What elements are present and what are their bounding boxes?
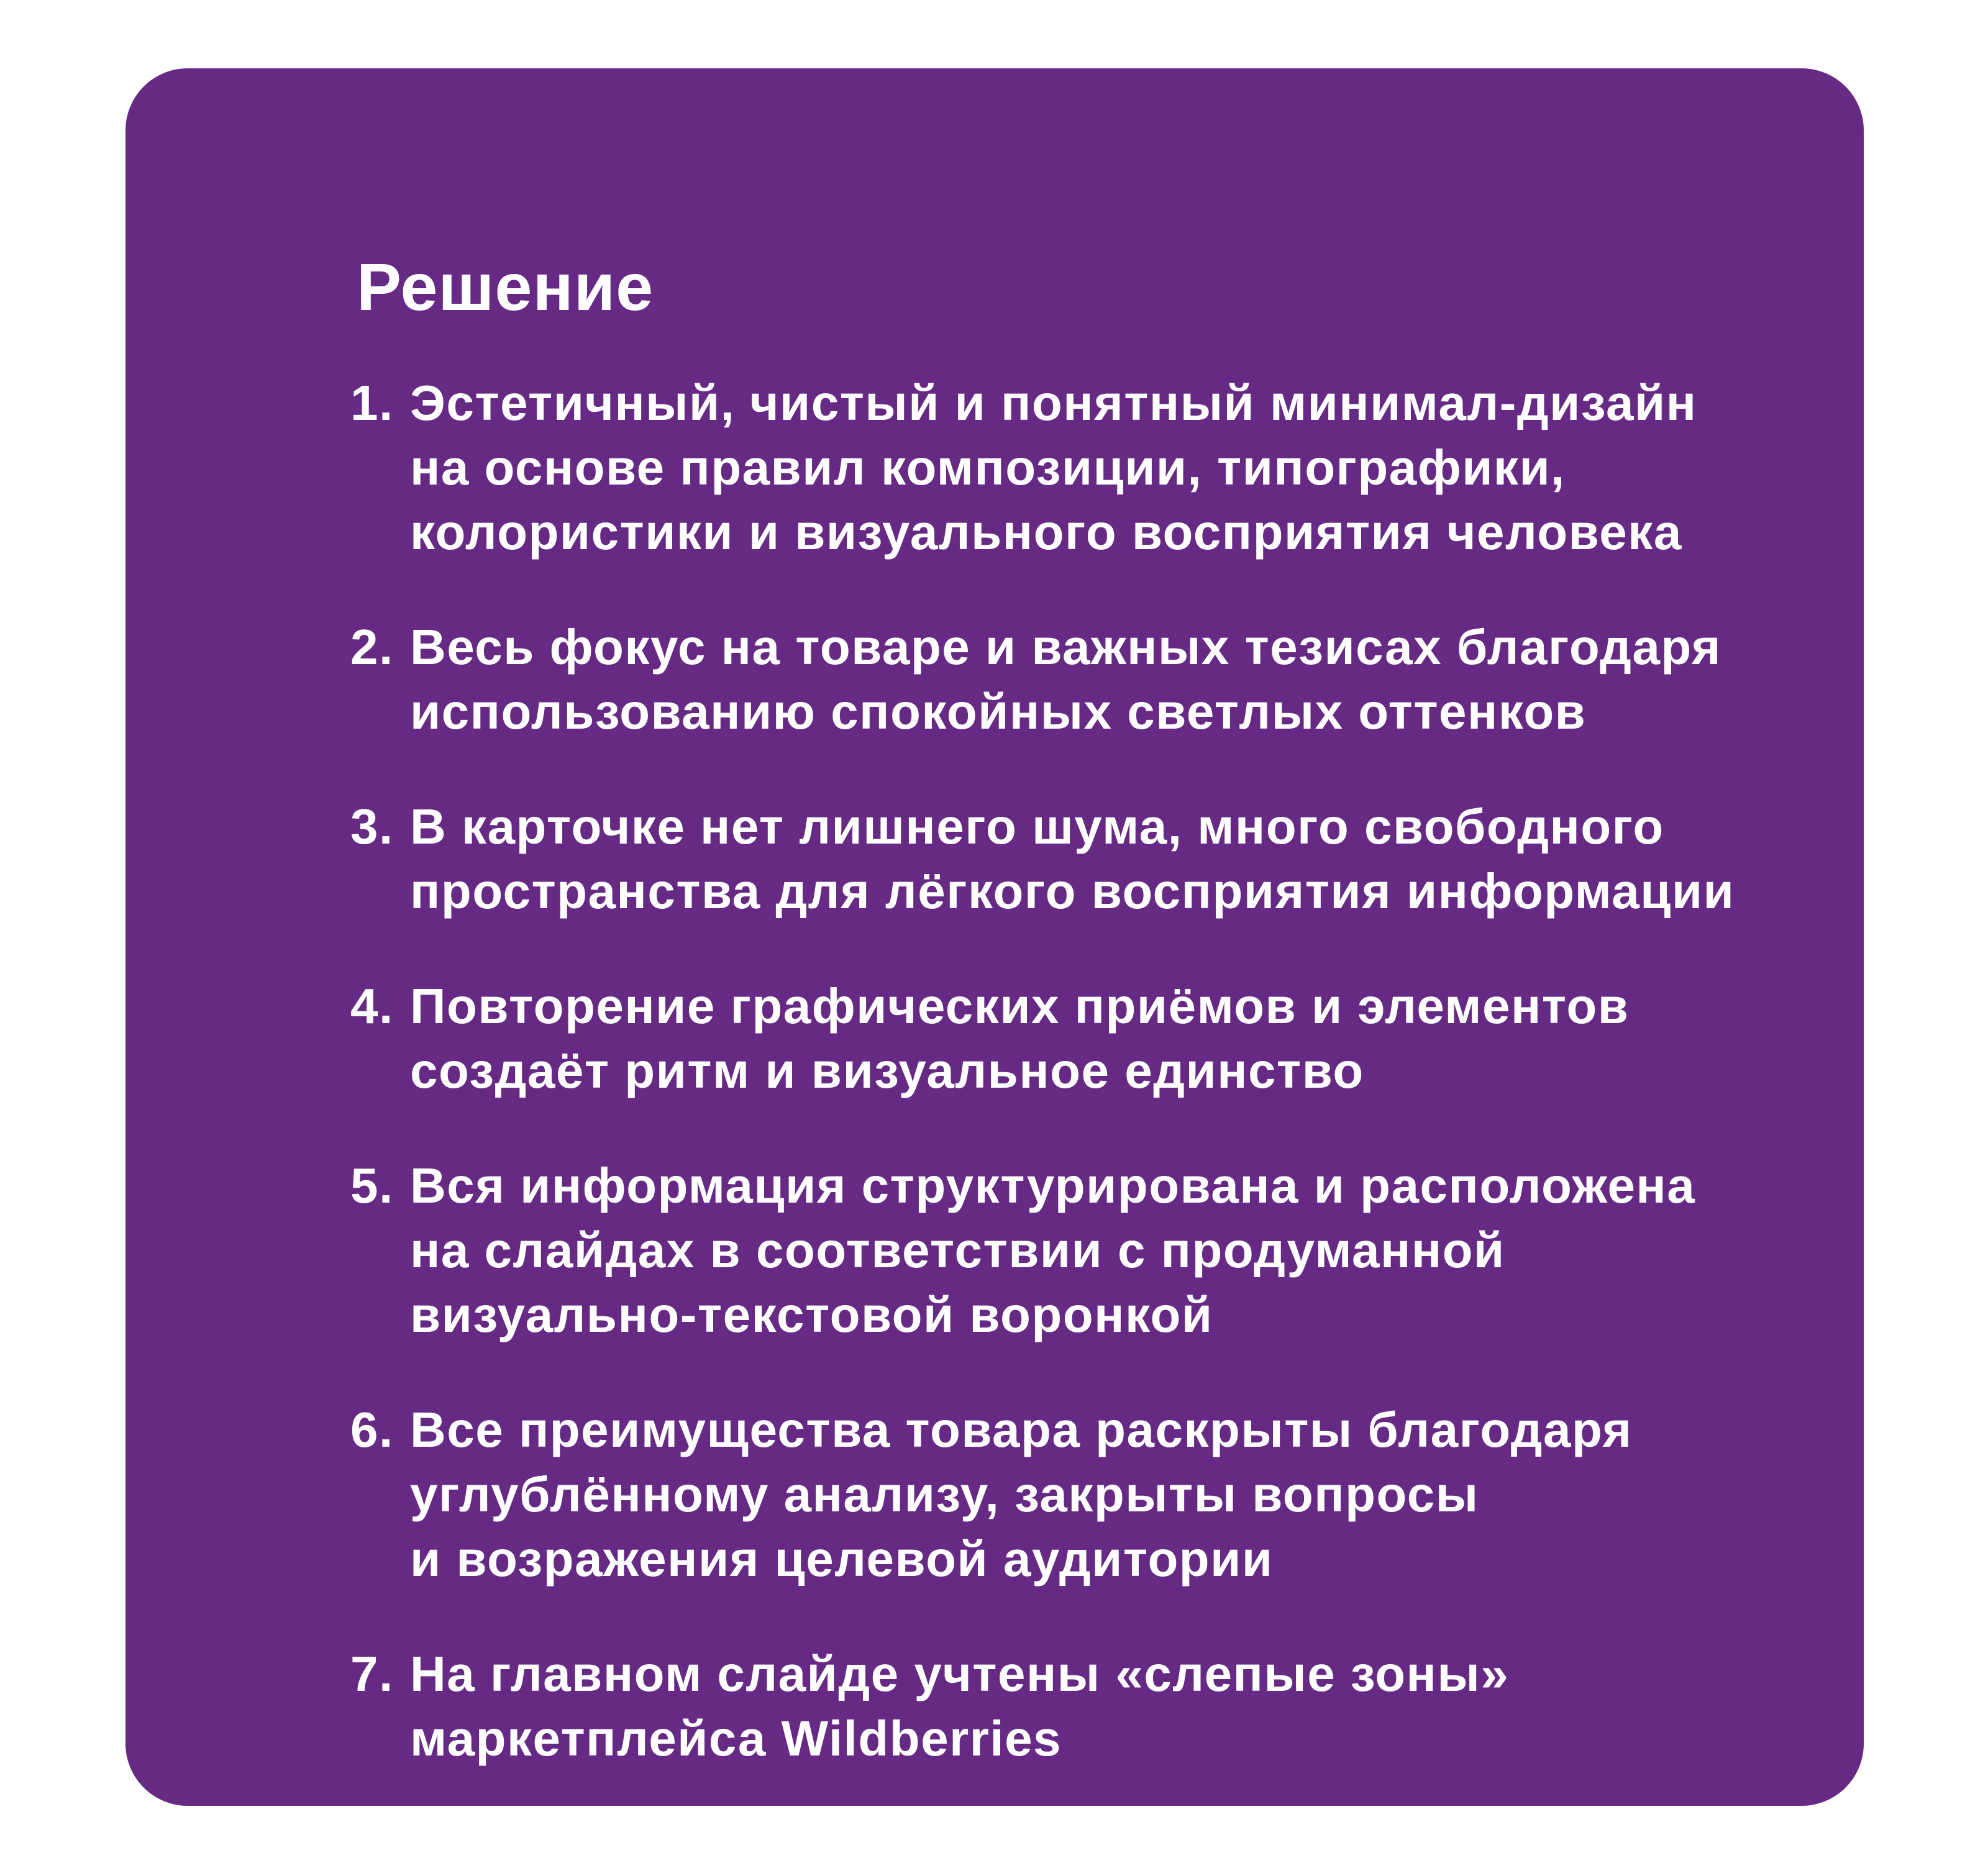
- item-number: 4.: [350, 978, 394, 1034]
- item-line: углублённому анализу, закрыты вопросы: [410, 1467, 1479, 1522]
- item-text: [410, 795, 1735, 924]
- item-line: Эстетичный, чистый и понятный минимал-дизайн: [410, 375, 1697, 430]
- item-text: [410, 1398, 1633, 1591]
- item-text: [410, 1642, 1509, 1771]
- item-line: маркетплейса Wildberries: [410, 1711, 1062, 1766]
- item-number: 7.: [350, 1646, 394, 1701]
- list-item-3: [350, 795, 1941, 924]
- solution-list: [350, 371, 1941, 1771]
- list-item-7: [350, 1642, 1941, 1771]
- card-title: Решение: [357, 249, 654, 324]
- item-line: создаёт ритм и визуальное единство: [410, 1043, 1364, 1098]
- list-item-4: [350, 974, 1941, 1103]
- item-line: Все преимущества товара раскрыты благодаря: [410, 1402, 1633, 1457]
- list-item-2: [350, 615, 1941, 744]
- item-text: [410, 974, 1629, 1103]
- item-line: на слайдах в соответствии с продуманной: [410, 1223, 1505, 1278]
- item-text: [410, 371, 1697, 565]
- list-item-6: [350, 1398, 1941, 1591]
- item-line: В карточке нет лишнего шума, много свободного: [410, 799, 1664, 854]
- item-line: Повторение графических приёмов и элементов: [410, 978, 1630, 1034]
- list-item-1: [350, 371, 1941, 565]
- item-number: 2.: [350, 619, 394, 675]
- item-line: и возражения целевой аудитории: [410, 1531, 1274, 1587]
- list-item-5: [350, 1154, 1941, 1347]
- item-line: пространства для лёгкого восприятия информации: [410, 863, 1735, 919]
- item-line: На главном слайде учтены «слепые зоны»: [410, 1646, 1510, 1701]
- item-number: 3.: [350, 799, 394, 854]
- item-number: 6.: [350, 1402, 394, 1457]
- item-line: колористики и визуального восприятия человека: [410, 504, 1682, 560]
- item-text: [410, 1154, 1695, 1347]
- item-text: [410, 615, 1721, 744]
- item-number: 5.: [350, 1158, 394, 1213]
- solution-card: [125, 68, 1864, 1806]
- item-line: на основе правил композиции, типографики,: [410, 440, 1566, 495]
- item-line: Весь фокус на товаре и важных тезисах благодаря: [410, 619, 1721, 675]
- item-line: визуально-текстовой воронкой: [410, 1287, 1213, 1342]
- item-line: Вся информация структурирована и расположена: [410, 1158, 1696, 1213]
- item-number: 1.: [350, 375, 394, 430]
- item-line: использованию спокойных светлых оттенков: [410, 684, 1587, 739]
